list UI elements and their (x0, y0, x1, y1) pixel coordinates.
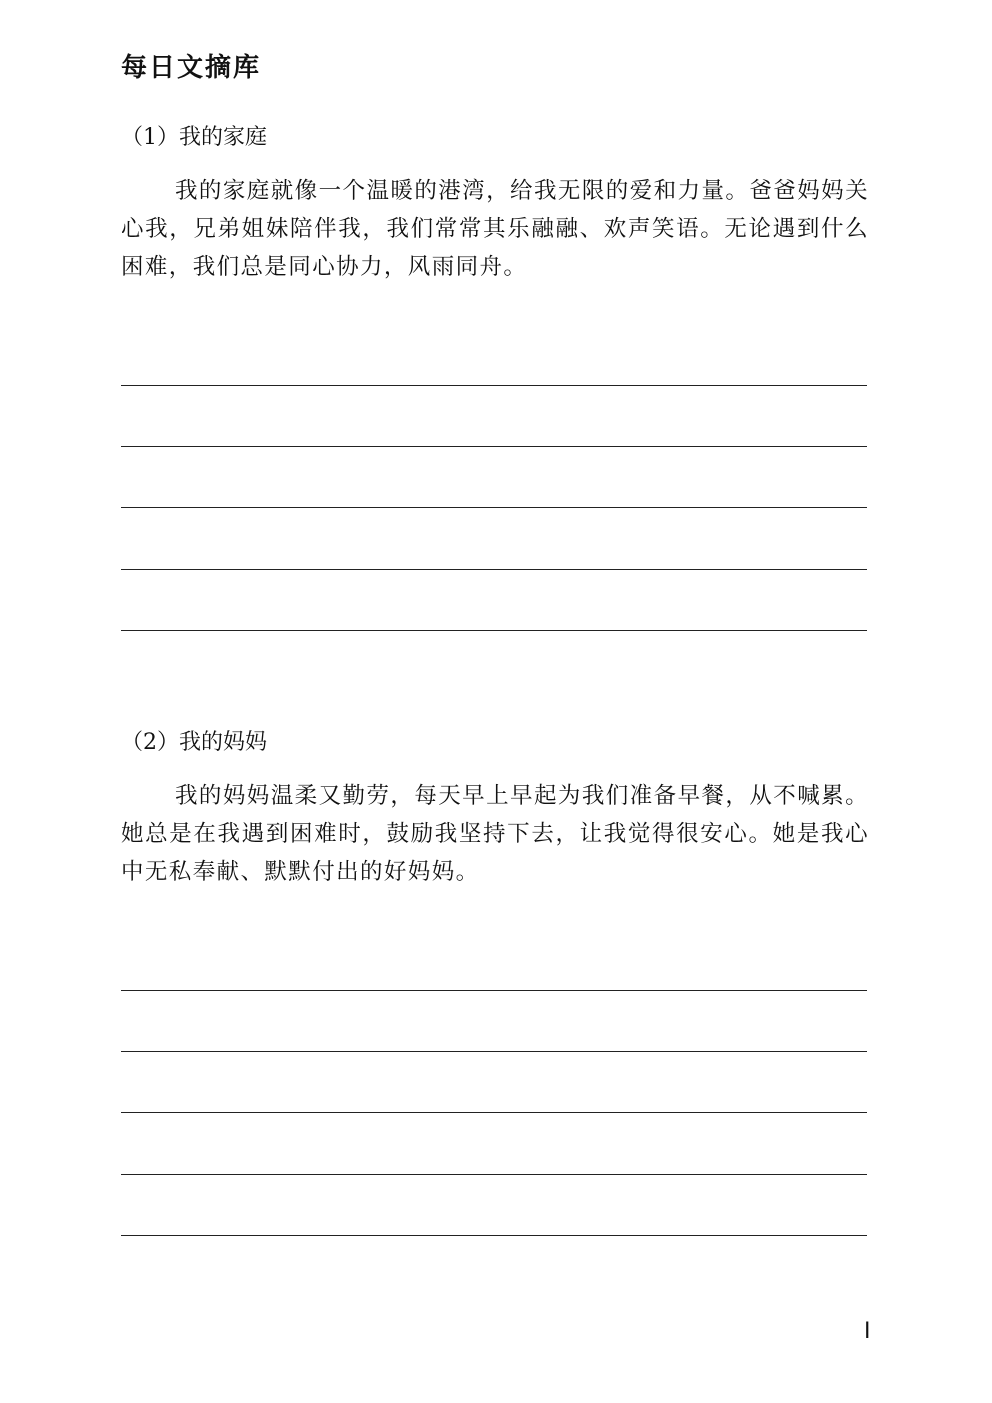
writing-line (121, 630, 867, 631)
writing-line (121, 990, 867, 991)
writing-line (121, 1235, 867, 1236)
writing-line (121, 1112, 867, 1113)
writing-line (121, 1051, 867, 1052)
writing-line (121, 569, 867, 570)
section-paragraph: 我的家庭就像一个温暖的港湾，给我无限的爱和力量。爸爸妈妈关心我，兄弟姐妹陪伴我，我们常常其乐融融、欢声笑语。无论遇到什么困难，我们总是同心协力，风雨同舟。 (121, 178, 869, 280)
page-title: 每日文摘库 (121, 53, 262, 83)
writing-line (121, 385, 867, 386)
section-heading: （2）我的妈妈 (121, 730, 267, 755)
section-my-mother (121, 723, 869, 891)
writing-line (121, 446, 867, 447)
section-my-family (121, 118, 869, 286)
section-heading: （1）我的家庭 (121, 125, 267, 150)
page-number: I (864, 1319, 871, 1344)
section-paragraph: 我的妈妈温柔又勤劳，每天早上早起为我们准备早餐，从不喊累。她总是在我遇到困难时，鼓励我坚持下去，让我觉得很安心。她是我心中无私奉献、默默付出的好妈妈。 (121, 783, 869, 885)
writing-line (121, 1174, 867, 1175)
writing-line (121, 507, 867, 508)
